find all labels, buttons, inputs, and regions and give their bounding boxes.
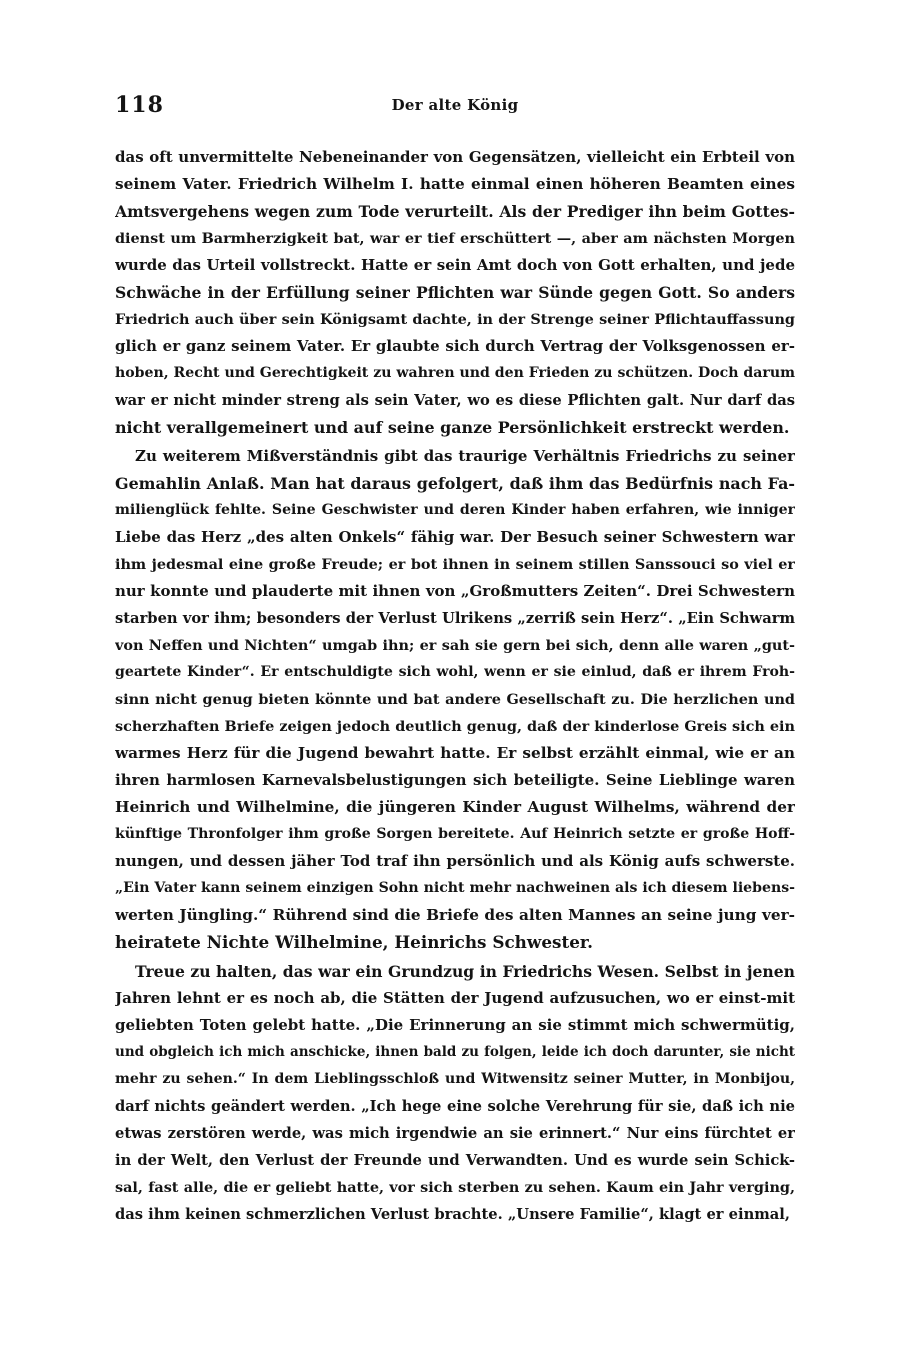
text-line: Friedrich auch über sein Königsamt dachte, in der Strenge seiner Pflichtauffassung	[115, 311, 795, 328]
paragraph	[115, 958, 795, 1228]
text-line: heiratete Nichte Wilhelmine, Heinrichs Schwester.	[115, 932, 594, 952]
text-line: glich er ganz seinem Vater. Er glaubte sich durch Vertrag der Volksgenossen er-	[115, 337, 795, 355]
text-line: nur konnte und plauderte mit ihnen von „Großmutters Zeiten“. Drei Schwestern	[115, 582, 795, 600]
text-line: starben vor ihm; besonders der Verlust Ulrikens „zerriß sein Herz“. „Ein Schwarm	[115, 610, 795, 627]
text-line: sinn nicht genug bieten könnte und bat andere Gesellschaft zu. Die herzlichen und	[115, 691, 795, 708]
text-line: ihm jedesmal eine große Freude; er bot ihnen in seinem stillen Sanssouci so viel er	[115, 556, 795, 573]
paragraph	[115, 144, 795, 441]
text-line: mehr zu sehen.“ In dem Lieblingsschloß und Witwensitz seiner Mutter, in Monbijou,	[115, 1071, 795, 1087]
text-line: geliebten Toten gelebt hatte. „Die Erinnerung an sie stimmt mich schwermütig,	[115, 1016, 795, 1034]
text-line: Amtsvergehens wegen zum Tode verurteilt. Als der Prediger ihn beim Gottes-	[115, 202, 795, 221]
text-line: Schwäche in der Erfüllung seiner Pflichten war Sünde gegen Gott. So anders	[115, 283, 795, 302]
text-line: scherzhaften Briefe zeigen jedoch deutlich genug, daß der kinderlose Greis sich ein	[115, 718, 795, 735]
page-number: 118	[115, 92, 164, 118]
text-line: Jahren lehnt er es noch ab, die Stätten der Jugend aufzusuchen, wo er einst-mit	[115, 989, 795, 1007]
text-line: hoben, Recht und Gerechtigkeit zu wahren und den Frieden zu schützen. Doch darum	[115, 365, 795, 381]
text-line: seinem Vater. Friedrich Wilhelm I. hatte einmal einen höheren Beamten eines	[115, 175, 795, 193]
text-line: künftige Thronfolger ihm große Sorgen bereitete. Auf Heinrich setzte er große Hoff-	[115, 826, 795, 842]
text-line: milienglück fehlte. Seine Geschwister und deren Kinder haben erfahren, wie inniger	[115, 502, 795, 518]
text-line: Zu weiterem Mißverständnis gibt das traurige Verhältnis Friedrichs zu seiner	[135, 447, 795, 465]
text-line: werten Jüngling.“ Rührend sind die Briefe des alten Mannes an seine jung ver-	[115, 906, 795, 924]
text-line: sal, fast alle, die er geliebt hatte, vor sich sterben zu sehen. Kaum ein Jahr verging,	[115, 1179, 795, 1196]
page-header	[115, 92, 795, 122]
text-line: „Ein Vater kann seinem einzigen Sohn nicht mehr nachweinen als ich diesem liebens-	[115, 880, 795, 896]
text-line: etwas zerstören werde, was mich irgendwie an sie erinnert.“ Nur eins fürchtet er	[115, 1125, 795, 1142]
text-line: wurde das Urteil vollstreckt. Hatte er sein Amt doch von Gott erhalten, und jede	[115, 256, 795, 274]
text-line: ihren harmlosen Karnevalsbelustigungen sich beteiligte. Seine Lieblinge waren	[115, 771, 795, 789]
text-line: Gemahlin Anlaß. Man hat daraus gefolgert, daß ihm das Bedürfnis nach Fa-	[115, 474, 795, 493]
body-text	[115, 144, 795, 1228]
text-line: und obgleich ich mich anschicke, ihnen bald zu folgen, leide ich doch darunter, sie nicht	[115, 1044, 795, 1060]
text-line: darf nichts geändert werden. „Ich hege eine solche Verehrung für sie, daß ich nie	[115, 1098, 795, 1115]
text-line: das oft unvermittelte Nebeneinander von Gegensätzen, vielleicht ein Erbteil von	[115, 148, 795, 166]
text-line: von Neffen und Nichten“ umgab ihn; er sah sie gern bei sich, denn alle waren „gut-	[115, 637, 795, 654]
text-line: dienst um Barmherzigkeit bat, war er tief erschüttert —, aber am nächsten Morgen	[115, 230, 795, 247]
text-line: warmes Herz für die Jugend bewahrt hatte. Er selbst erzählt einmal, wie er an	[115, 744, 795, 762]
paragraph	[115, 443, 795, 956]
text-line: nicht verallgemeinert und auf seine ganze Persönlichkeit erstreckt werden.	[115, 418, 790, 437]
text-line: geartete Kinder“. Er entschuldigte sich wohl, wenn er sie einlud, daß er ihrem Froh-	[115, 664, 795, 680]
text-line: nungen, und dessen jäher Tod traf ihn persönlich und als König aufs schwerste.	[115, 852, 795, 870]
text-line: in der Welt, den Verlust der Freunde und Verwandten. Und es wurde sein Schick-	[115, 1152, 795, 1169]
text-line: das ihm keinen schmerzlichen Verlust brachte. „Unsere Familie“, klagt er einmal,	[115, 1206, 790, 1223]
running-head: Der alte König	[391, 96, 519, 114]
text-line: Treue zu halten, das war ein Grundzug in Friedrichs Wesen. Selbst in jenen	[135, 962, 795, 981]
text-line: Heinrich und Wilhelmine, die jüngeren Kinder August Wilhelms, während der	[115, 798, 795, 816]
text-line: war er nicht minder streng als sein Vater, wo es diese Pflichten galt. Nur darf das	[115, 392, 795, 409]
text-line: Liebe das Herz „des alten Onkels“ fähig war. Der Besuch seiner Schwestern war	[115, 528, 795, 546]
